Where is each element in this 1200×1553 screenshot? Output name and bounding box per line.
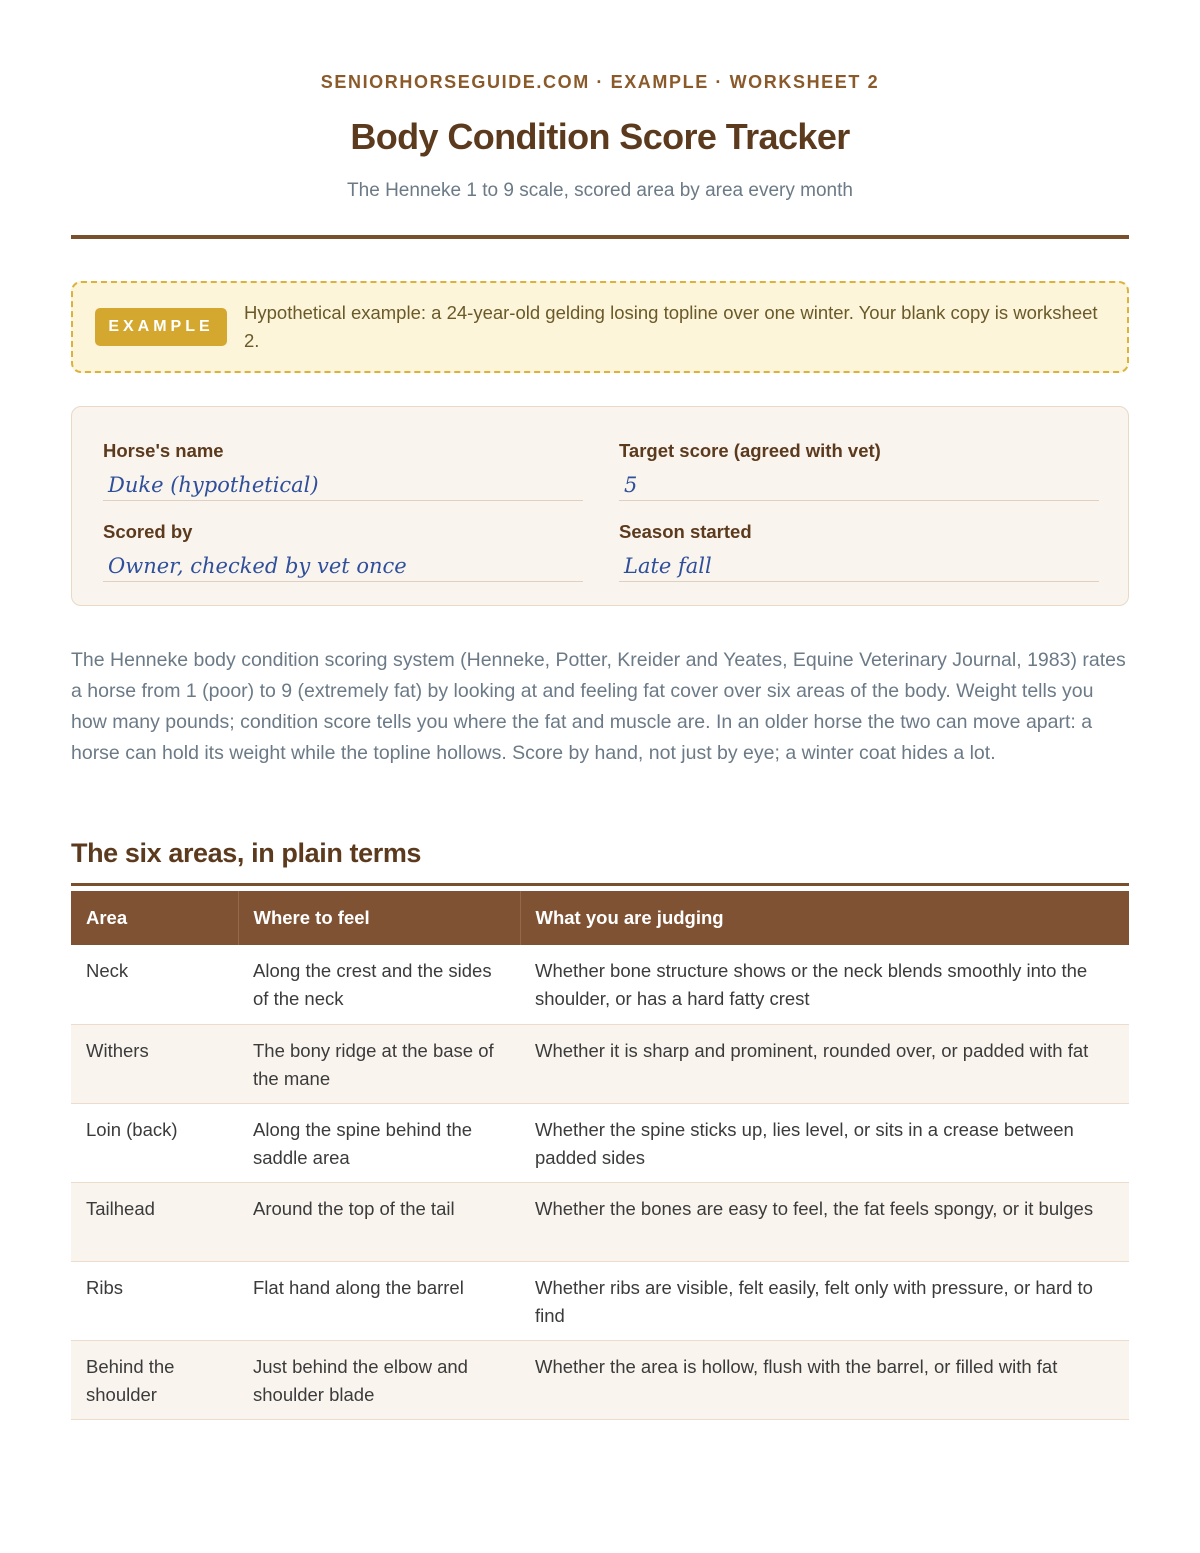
horse-details-form [71,406,1129,606]
judging-cell: Whether the spine sticks up, lies level, or sits in a crease between padded sides [520,1103,1129,1182]
areas-table [71,891,1129,1420]
judging-cell: Whether the bones are easy to feel, the fat feels spongy, or it bulges [520,1182,1129,1261]
where-cell: The bony ridge at the base of the mane [238,1024,520,1103]
example-note-text: Hypothetical example: a 24-year-old gelding losing topline over one winter. Your blank copy is worksheet 2. [244,302,1098,351]
where-cell: Around the top of the tail [238,1182,520,1261]
area-cell: Tailhead [71,1182,238,1261]
column-header-area: Area [71,891,238,945]
table-header-row [71,891,1129,945]
scored-by-input[interactable]: Owner, checked by vet once [103,551,583,582]
judging-cell: Whether ribs are visible, felt easily, felt only with pressure, or hard to find [520,1261,1129,1340]
horse-name-input[interactable]: Duke (hypothetical) [103,470,583,501]
scored-by-field [103,521,583,582]
header-divider [71,235,1129,239]
where-cell: Along the crest and the sides of the neck [238,945,520,1024]
where-cell: Along the spine behind the saddle area [238,1103,520,1182]
judging-cell: Whether the area is hollow, flush with the barrel, or filled with fat [520,1340,1129,1419]
table-row [71,1340,1129,1419]
areas-heading: The six areas, in plain terms [71,838,422,868]
judging-cell: Whether bone structure shows or the neck blends smoothly into the shoulder, or has a hard fatty crest [520,945,1129,1024]
table-row [71,945,1129,1024]
table-row [71,1024,1129,1103]
example-badge: EXAMPLE [95,308,227,346]
example-callout [71,281,1129,373]
scored-by-label: Scored by [103,521,193,542]
page-subtitle: The Henneke 1 to 9 scale, scored area by area every month [347,180,853,201]
season-started-label: Season started [619,521,752,542]
judging-cell: Whether it is sharp and prominent, rounded over, or padded with fat [520,1024,1129,1103]
area-cell: Withers [71,1024,238,1103]
table-row [71,1261,1129,1340]
site-kicker: SENIORHORSEGUIDE.COM · EXAMPLE · WORKSHEET 2 [320,72,880,92]
area-cell: Neck [71,945,238,1024]
area-cell: Behind the shoulder [71,1340,238,1419]
page-title: Body Condition Score Tracker [350,116,850,157]
horse-name-field [103,440,583,501]
area-cell: Loin (back) [71,1103,238,1182]
target-score-field [619,440,1099,501]
where-cell: Just behind the elbow and shoulder blade [238,1340,520,1419]
column-header-where: Where to feel [238,891,520,945]
intro-paragraph: The Henneke body condition scoring system (Henneke, Potter, Kreider and Yeates, Equine Veterinary Journal, 1983) rates a horse from 1 (poor) to 9 (extremely fat) by looking at and feeling fat cover over six areas of the body. Weight tells you how many pounds; condition score tells you where the fat and muscle are. In an older horse the two can move apart: a horse can hold its weight while the topline hollows. Score by hand, not just by eye; a winter coat hides a lot. [71,649,1126,764]
table-row [71,1103,1129,1182]
target-score-input[interactable]: 5 [619,470,1099,501]
season-started-field [619,521,1099,582]
horse-name-label: Horse's name [103,440,224,461]
where-cell: Flat hand along the barrel [238,1261,520,1340]
column-header-judging: What you are judging [520,891,1129,945]
table-row [71,1182,1129,1261]
season-started-input[interactable]: Late fall [619,551,1099,582]
area-cell: Ribs [71,1261,238,1340]
target-score-label: Target score (agreed with vet) [619,440,881,461]
areas-heading-divider [71,883,1129,886]
